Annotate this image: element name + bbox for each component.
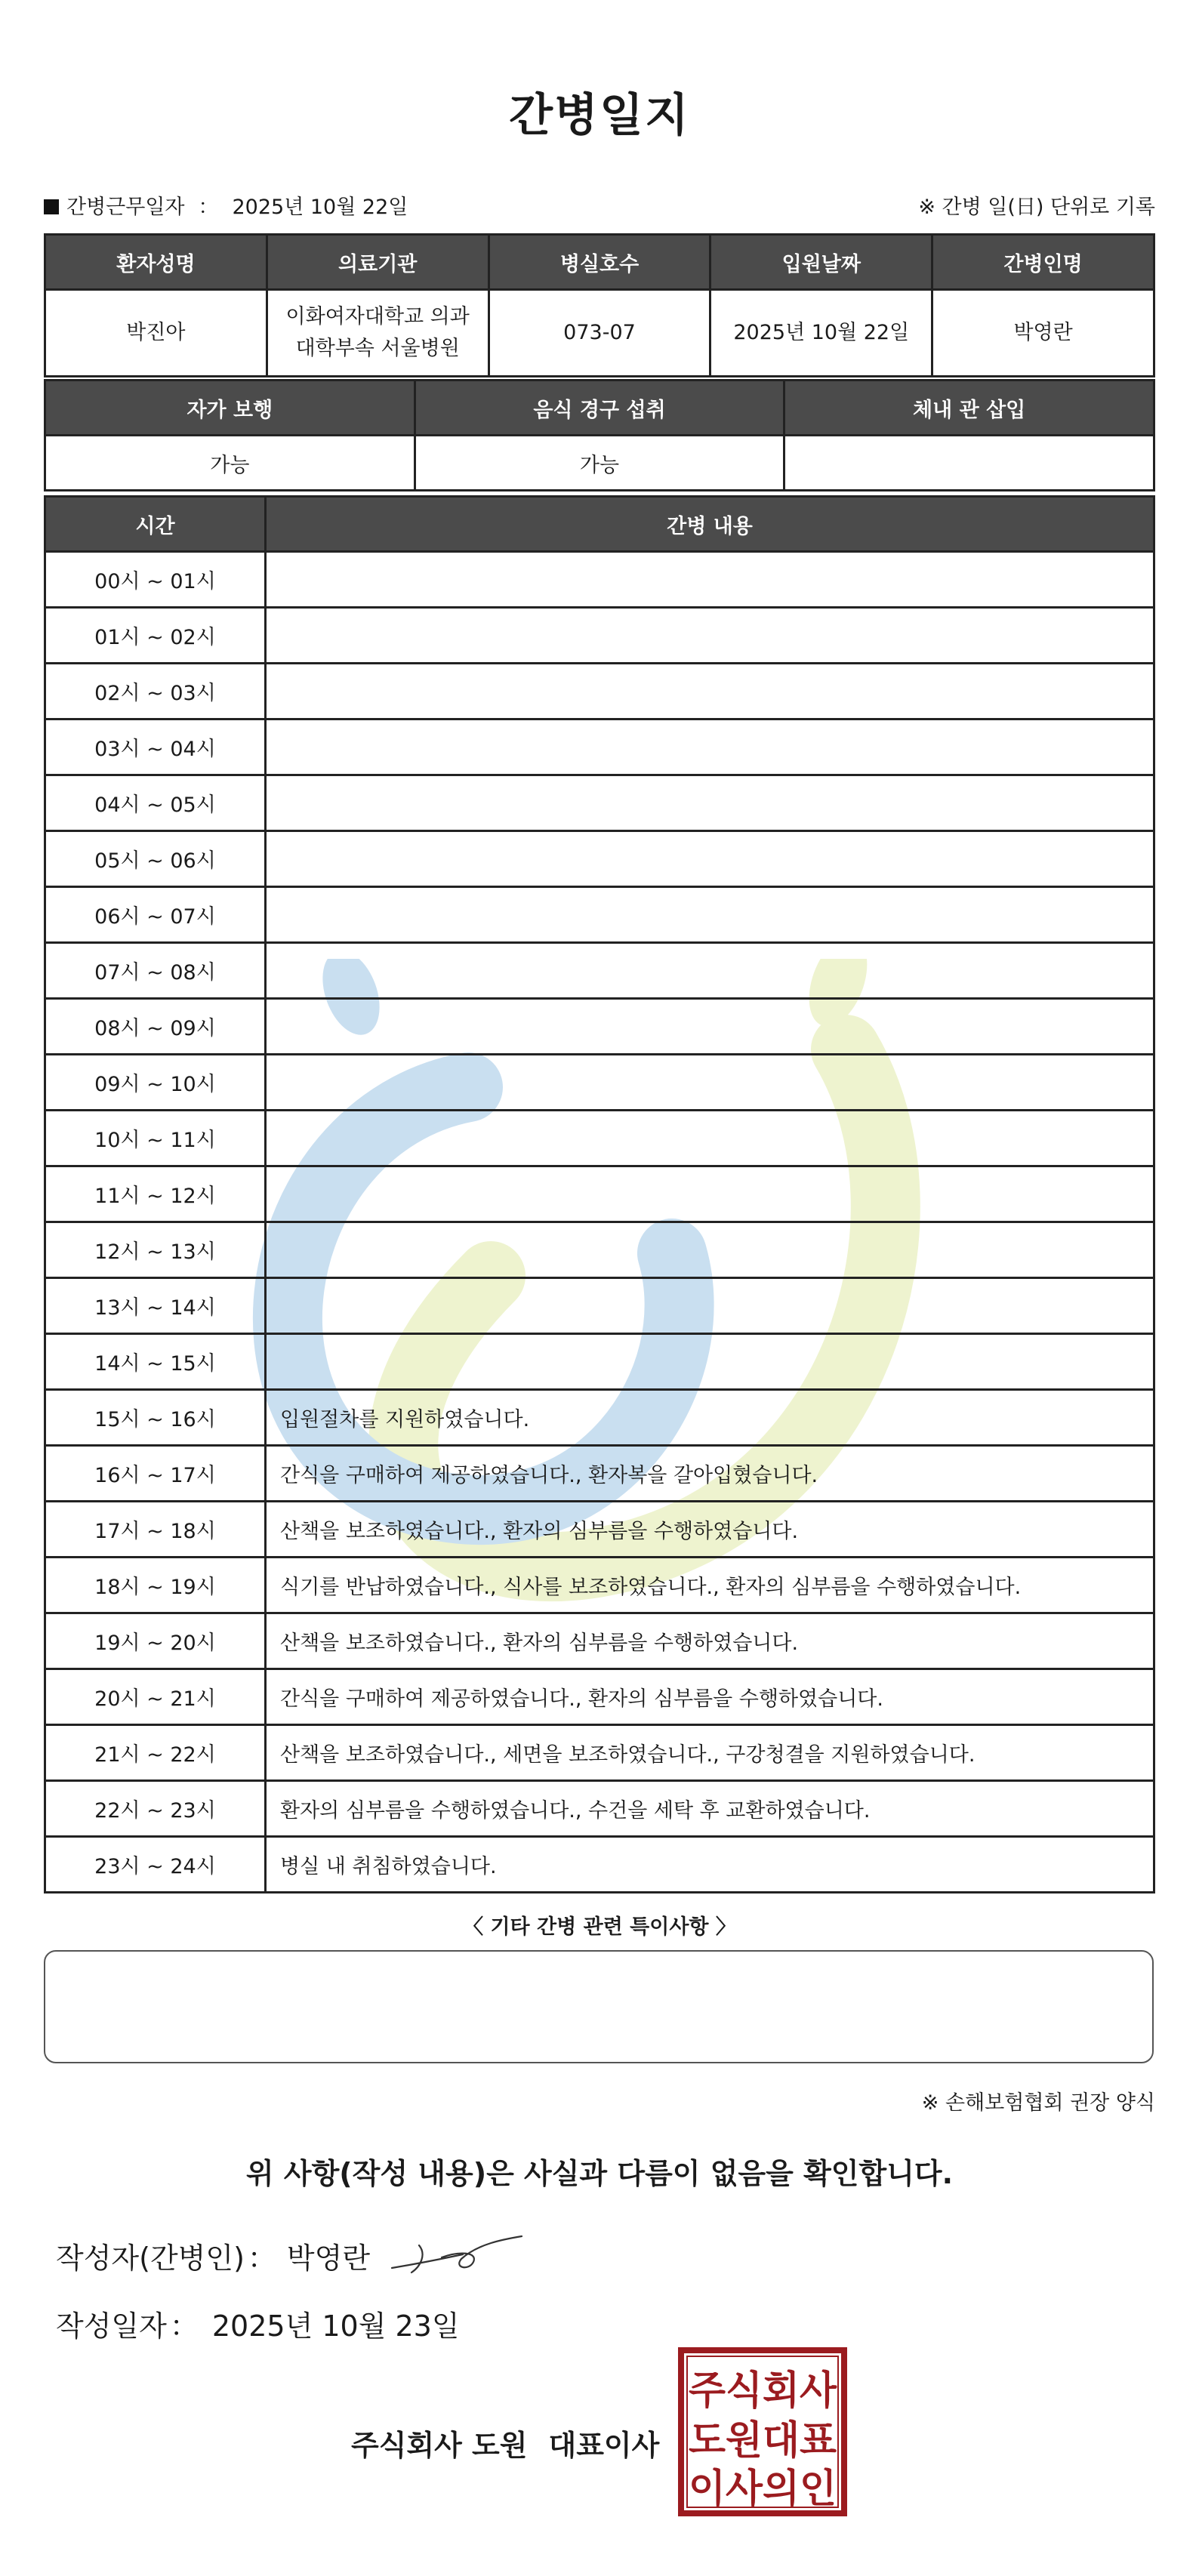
time-slot: 21시 ~ 22시 (45, 1725, 266, 1781)
care-content: 병실 내 취침하였습니다. (266, 1837, 1154, 1893)
care-content (266, 1166, 1154, 1222)
table-row (45, 436, 1154, 491)
seal-text-line: 도원대표 (689, 2418, 837, 2464)
write-date-line (56, 2303, 460, 2344)
time-slot: 22시 ~ 23시 (45, 1781, 266, 1837)
company-seal-icon (677, 2346, 848, 2517)
care-content: 환자의 심부름을 수행하였습니다., 수건을 세탁 후 교환하였습니다. (266, 1781, 1154, 1837)
institution (267, 290, 489, 377)
write-date-label: 작성일자 (56, 2309, 167, 2343)
institution-line2: 대학부속 서울병원 (295, 337, 460, 360)
seal-text-line: 주식회사 (689, 2368, 837, 2414)
table-row (45, 1390, 1154, 1446)
care-content: 간식을 구매하여 제공하였습니다., 환자복을 갈아입혔습니다. (266, 1446, 1154, 1502)
work-date-info (44, 190, 408, 220)
care-content (266, 775, 1154, 831)
care-content (266, 943, 1154, 999)
table-row (45, 887, 1154, 943)
table-row (45, 1781, 1154, 1837)
care-content: 산책을 보조하였습니다., 환자의 심부름을 수행하였습니다. (266, 1613, 1154, 1669)
care-content (266, 1055, 1154, 1111)
table-row (45, 1278, 1154, 1334)
header-institution: 의료기관 (267, 235, 489, 290)
table-row (45, 290, 1154, 377)
self-walking-value: 가능 (45, 436, 415, 491)
table-row (45, 1055, 1154, 1111)
time-slot: 09시 ~ 10시 (45, 1055, 266, 1111)
care-content: 산책을 보조하였습니다., 환자의 심부름을 수행하였습니다. (266, 1502, 1154, 1558)
table-row (45, 1334, 1154, 1390)
table-row (45, 1837, 1154, 1893)
record-unit-note: ※ 간병 일(日) 단위로 기록 (918, 196, 1155, 219)
colon: ： (198, 196, 219, 219)
header-tube-insertion: 체내 관 삽입 (784, 381, 1154, 436)
care-content (266, 887, 1154, 943)
time-slot: 13시 ~ 14시 (45, 1278, 266, 1334)
signature-icon (389, 2229, 525, 2282)
time-slot: 08시 ~ 09시 (45, 999, 266, 1055)
time-slot: 17시 ~ 18시 (45, 1502, 266, 1558)
table-row (45, 552, 1154, 608)
care-content (266, 1111, 1154, 1166)
patient-name: 박진아 (45, 290, 267, 377)
special-notes-box (44, 1950, 1154, 2063)
time-slot: 07시 ~ 08시 (45, 943, 266, 999)
care-content (266, 831, 1154, 887)
time-slot: 20시 ~ 21시 (45, 1669, 266, 1725)
table-row (45, 608, 1154, 664)
table-row (45, 664, 1154, 719)
writer-line (56, 2235, 370, 2276)
table-row (45, 943, 1154, 999)
company-representative: 대표이사 (548, 2429, 660, 2462)
table-row (45, 999, 1154, 1055)
time-slot: 14시 ~ 15시 (45, 1334, 266, 1390)
care-content (266, 664, 1154, 719)
patient-status-table (44, 379, 1155, 491)
header-care-content: 간병 내용 (266, 497, 1154, 552)
table-row (45, 1111, 1154, 1166)
hourly-care-log-table (44, 495, 1155, 1893)
time-slot: 23시 ~ 24시 (45, 1837, 266, 1893)
care-content: 간식을 구매하여 제공하였습니다., 환자의 심부름을 수행하였습니다. (266, 1669, 1154, 1725)
table-row (45, 1166, 1154, 1222)
care-content (266, 1278, 1154, 1334)
meta-row (44, 190, 1155, 220)
header-time: 시간 (45, 497, 266, 552)
seal-text-line: 이사의인 (689, 2467, 837, 2512)
time-slot: 12시 ~ 13시 (45, 1222, 266, 1278)
time-slot: 02시 ~ 03시 (45, 664, 266, 719)
write-date-value: 2025년 10월 23일 (211, 2309, 460, 2343)
confirmation-statement: 위 사항(작성 내용)은 사실과 다름이 없음을 확인합니다. (245, 2157, 954, 2190)
time-slot: 16시 ~ 17시 (45, 1446, 266, 1502)
time-slot: 06시 ~ 07시 (45, 887, 266, 943)
caregiver-name: 박영란 (932, 290, 1154, 377)
admission-date: 2025년 10월 22일 (710, 290, 932, 377)
time-slot: 03시 ~ 04시 (45, 719, 266, 775)
writer-label: 작성자(간병인) (56, 2242, 245, 2275)
header-patient-name: 환자성명 (45, 235, 267, 290)
header-room: 병실호수 (489, 235, 710, 290)
care-content: 산책을 보조하였습니다., 세면을 보조하였습니다., 구강청결을 지원하였습니다. (266, 1725, 1154, 1781)
time-slot: 19시 ~ 20시 (45, 1613, 266, 1669)
time-slot: 05시 ~ 06시 (45, 831, 266, 887)
tube-insertion-value (784, 436, 1154, 491)
time-slot: 00시 ~ 01시 (45, 552, 266, 608)
table-row (45, 831, 1154, 887)
document-title: 간병일지 (509, 89, 690, 142)
care-content: 식기를 반납하였습니다., 식사를 보조하였습니다., 환자의 심부름을 수행하였습니다. (266, 1558, 1154, 1613)
table-row (45, 1613, 1154, 1669)
header-self-walking: 자가 보행 (45, 381, 415, 436)
time-slot: 10시 ~ 11시 (45, 1111, 266, 1166)
table-row (45, 1669, 1154, 1725)
table-header-row (45, 381, 1154, 436)
room-number: 073-07 (489, 290, 710, 377)
care-content (266, 999, 1154, 1055)
table-header-row (45, 497, 1154, 552)
special-notes-title: 〈 기타 간병 관련 특이사항 〉 (463, 1915, 736, 1939)
time-slot: 15시 ~ 16시 (45, 1390, 266, 1446)
header-admission-date: 입원날짜 (710, 235, 932, 290)
oral-intake-value: 가능 (415, 436, 784, 491)
care-content (266, 1334, 1154, 1390)
table-row (45, 1446, 1154, 1502)
colon: ： (247, 2242, 276, 2275)
time-slot: 04시 ~ 05시 (45, 775, 266, 831)
square-bullet-icon (44, 199, 59, 214)
care-content (266, 608, 1154, 664)
care-content (266, 719, 1154, 775)
work-date-label: 간병근무일자 (66, 196, 185, 219)
header-caregiver-name: 간병인명 (932, 235, 1154, 290)
time-slot: 01시 ~ 02시 (45, 608, 266, 664)
institution-line1: 이화여자대학교 의과 (285, 305, 470, 328)
work-date-value: 2025년 10월 22일 (232, 196, 408, 219)
table-row (45, 1725, 1154, 1781)
company-line (351, 2422, 659, 2464)
table-row (45, 775, 1154, 831)
time-slot: 18시 ~ 19시 (45, 1558, 266, 1613)
patient-info-table (44, 233, 1155, 377)
table-row (45, 1558, 1154, 1613)
table-row (45, 1502, 1154, 1558)
care-content: 입원절차를 지원하였습니다. (266, 1390, 1154, 1446)
time-slot: 11시 ~ 12시 (45, 1166, 266, 1222)
company-name: 주식회사 도원 (351, 2429, 528, 2462)
table-row (45, 719, 1154, 775)
table-row (45, 1222, 1154, 1278)
colon: ： (169, 2309, 199, 2343)
writer-name: 박영란 (286, 2242, 371, 2275)
care-content (266, 552, 1154, 608)
header-oral-intake: 음식 경구 섭취 (415, 381, 784, 436)
form-source-note: ※ 손해보험협회 권장 양식 (921, 2091, 1155, 2115)
care-content (266, 1222, 1154, 1278)
table-header-row (45, 235, 1154, 290)
